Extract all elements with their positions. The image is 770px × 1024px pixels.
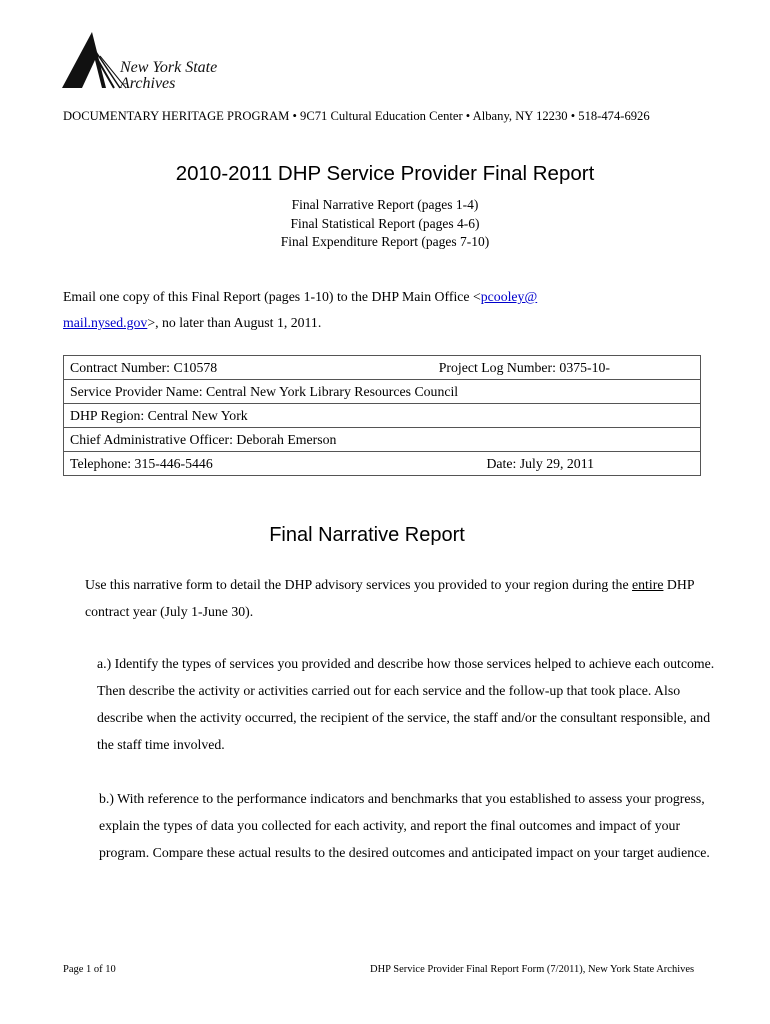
instruction-b: b.) With reference to the performance indicators and benchmarks that you established to assess your progress, explain the types of data you collected for each activity, and report the final outcomes and impact of your program. Compare these actual results to the desired outcomes and anticipated impact on your target audience.: [99, 791, 710, 860]
narrative-title: Final Narrative Report: [269, 524, 465, 546]
subtitle-statistical: Final Statistical Report (pages 4-6): [290, 215, 480, 231]
project-log-number: Project Log Number: 0375-10-: [438, 359, 610, 375]
report-sections: [0, 196, 770, 252]
table-cell: [64, 356, 701, 380]
page-title: 2010-2011 DHP Service Provider Final Report: [175, 162, 595, 185]
dhp-region: DHP Region: Central New York: [64, 404, 701, 428]
intro-emphasis: entire: [632, 577, 664, 592]
email-prefix: Email one copy of this Final Report (pages 1-10) to the DHP Main Office <: [63, 289, 481, 304]
logo-line-1: New York State: [120, 59, 218, 76]
logo-line-2: Archives: [120, 75, 176, 92]
narrative-intro: [85, 571, 705, 625]
email-suffix: >, no later than August 1, 2011.: [147, 315, 322, 330]
table-row: [64, 404, 701, 428]
table-cell: [64, 452, 701, 476]
subtitle-expenditure: Final Expenditure Report (pages 7-10): [280, 234, 490, 249]
program-header: DOCUMENTARY HERITAGE PROGRAM • 9C71 Cultural Education Center • Albany, NY 12230 • 518-474-6926: [63, 109, 650, 123]
service-provider-name: Service Provider Name: Central New York Library Resources Council: [64, 380, 701, 404]
email-link-part1[interactable]: pcooley@: [480, 289, 538, 304]
instruction-a: a.) Identify the types of services you provided and describe how those services helped to achieve each outcome. Then describe the activity or activities carried out for each service and the follow-up that took place. Also describe when the activity occurred, the recipient of the service, the staff and/or the consultant responsible, and the staff time involved.: [97, 656, 715, 752]
table-row: [64, 452, 701, 476]
telephone: Telephone: 315-446-5446: [70, 455, 213, 471]
report-date: Date: July 29, 2011: [486, 455, 594, 471]
contract-number: Contract Number: C10578: [70, 359, 218, 375]
logo-text: [120, 60, 217, 92]
email-link-part2[interactable]: mail.nysed.gov: [63, 315, 148, 330]
subtitle-narrative: Final Narrative Report (pages 1-4): [291, 197, 479, 212]
chief-officer: Chief Administrative Officer: Deborah Emerson: [64, 428, 701, 452]
intro-text-b: DHP contract year (July 1-June 30).: [85, 577, 694, 619]
contract-info-table: [63, 355, 701, 476]
form-footer: DHP Service Provider Final Report Form (7/2011), New York State Archives: [370, 964, 695, 975]
table-row: [64, 428, 701, 452]
table-row: [64, 380, 701, 404]
email-instruction: [63, 284, 713, 336]
page-number: Page 1 of 10: [63, 964, 116, 975]
table-row: [64, 356, 701, 380]
intro-text-a: Use this narrative form to detail the DHP advisory services you provided to your region during the: [85, 577, 633, 592]
